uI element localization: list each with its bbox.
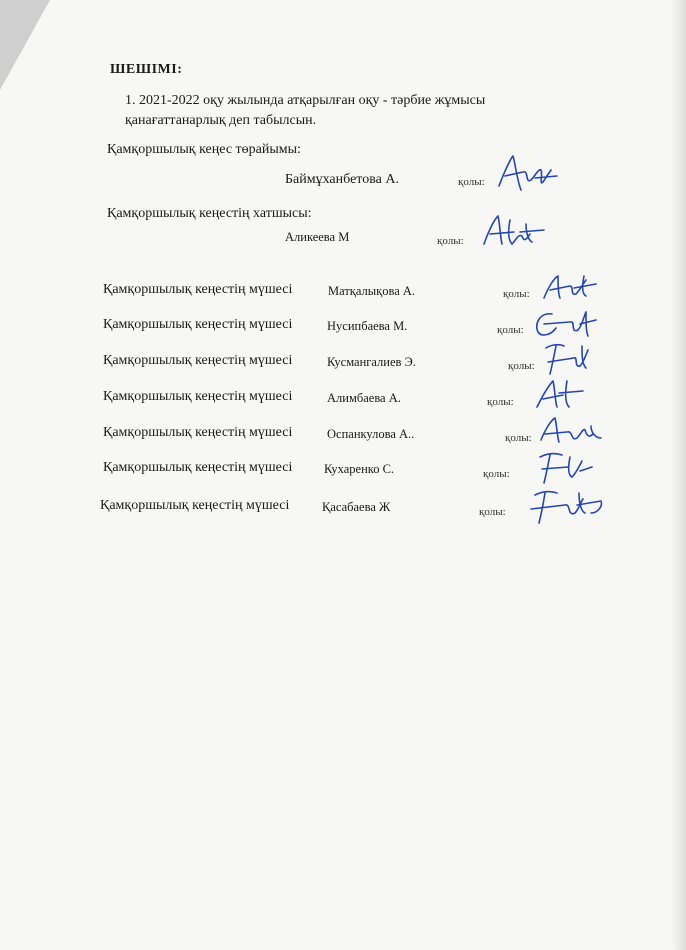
member-7-role: Қамқоршылық кеңестің мүшесі	[100, 498, 290, 513]
member-5-name: Оспанкулова А..	[327, 427, 415, 441]
member-1-role: Қамқоршылық кеңестің мүшесі	[103, 282, 293, 297]
member-2-name: Нусипбаева М.	[327, 319, 408, 333]
member-3-name: Кусмангалиев Э.	[327, 355, 416, 369]
chair-name: Баймұханбетова А.	[285, 172, 399, 187]
member-6-sign-label: қолы:	[483, 468, 510, 480]
secretary-name: Аликеева М	[285, 230, 350, 244]
member-4-role: Қамқоршылық кеңестің мүшесі	[103, 389, 293, 404]
member-5-signature	[535, 410, 605, 452]
secretary-sign-label: қолы:	[437, 235, 464, 247]
member-2-role: Қамқоршылық кеңестің мүшесі	[103, 317, 293, 332]
member-4-name: Алимбаева А.	[327, 391, 401, 405]
member-6-role: Қамқоршылық кеңестің мүшесі	[103, 460, 293, 475]
member-5-sign-label: қолы:	[505, 432, 532, 444]
member-6-name: Кухаренко С.	[324, 462, 395, 476]
member-7-signature	[525, 483, 605, 531]
secretary-role: Қамқоршылық кеңестің хатшысы:	[107, 206, 312, 221]
member-2-sign-label: қолы:	[497, 324, 524, 336]
member-1-sign-label: қолы:	[503, 288, 530, 300]
member-3-role: Қамқоршылық кеңестің мүшесі	[103, 353, 293, 368]
member-3-signature	[540, 338, 595, 380]
chair-signature	[495, 150, 565, 200]
decision-line-1: 1. 2021-2022 оқу жылында атқарылған оқу - тәрбие жұмысы	[125, 93, 486, 108]
folded-corner	[0, 0, 50, 90]
secretary-signature	[480, 210, 550, 255]
member-7-sign-label: қолы:	[479, 506, 506, 518]
member-1-name: Матқалықова А.	[328, 284, 416, 298]
chair-role: Қамқоршылық кеңес төрайымы:	[107, 142, 301, 157]
page-edge-shadow	[672, 0, 686, 950]
member-7-name: Қасабаева Ж	[322, 500, 391, 514]
member-5-role: Қамқоршылық кеңестің мүшесі	[103, 425, 293, 440]
member-4-sign-label: қолы:	[487, 396, 514, 408]
decision-heading: ШЕШІМІ:	[110, 62, 183, 77]
chair-sign-label: қолы:	[458, 176, 485, 188]
member-3-sign-label: қолы:	[508, 360, 535, 372]
decision-line-2: қанағаттанарлық деп табылсын.	[125, 113, 317, 128]
